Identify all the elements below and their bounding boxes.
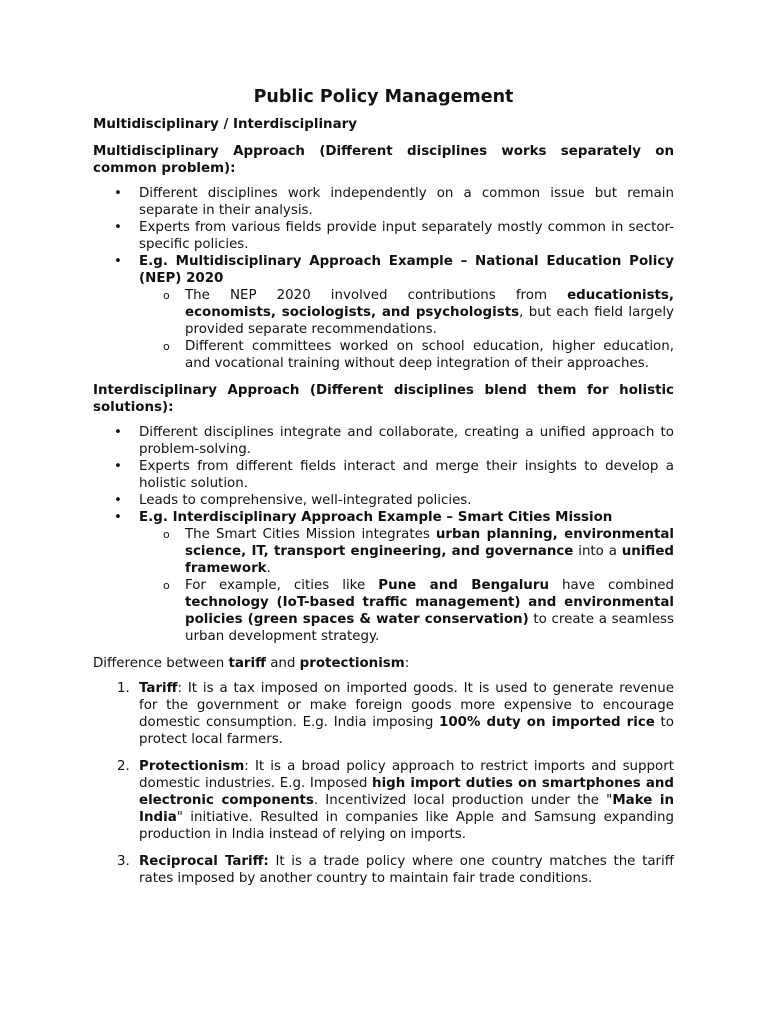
text-run: , but each field largely provided separate recommendations. [185,305,674,337]
bullet-icon: • [114,220,122,235]
text-run: . [266,561,271,576]
sub-bullet-icon: o [163,528,170,541]
text-run-bold: educationists, economists, sociologists, and psychologists [185,288,674,320]
list-item-text: Experts from different fields interact and merge their insights to develop a holistic solution. [139,459,674,491]
item-number: 3. [117,854,130,869]
text-run-bold: high import duties on smartphones and electronic components [139,776,674,808]
sub-bullet-icon: o [163,340,170,353]
document-body [93,86,674,897]
sub-bullet-icon: o [163,579,170,592]
text-run-bold: tariff [228,656,266,671]
term-label: Tariff [139,681,178,696]
list-item [93,424,674,458]
text-run: and [265,656,300,671]
numbered-item [93,758,674,843]
numbered-item [93,853,674,887]
text-run: Different committees worked on school education, higher education, and vocational training without deep integration of their approaches. [185,339,674,371]
text-run: Difference between [93,656,229,671]
bullet-icon: • [114,186,122,201]
interdisciplinary-example-list [139,526,674,645]
text-run-bold: Make in India [139,793,674,825]
sub-list-item [139,577,674,645]
section-subtitle: Multidisciplinary / Interdisciplinary [93,117,357,132]
text-run-bold: Pune and Bengaluru [378,578,549,593]
text-run: into a [573,544,622,559]
text-run: It is a trade policy where one country matches the tariff rates imposed by another country to maintain fair trade conditions. [139,854,674,886]
bullet-icon: • [114,425,122,440]
multidisciplinary-example-list [139,287,674,372]
list-item-text: Different disciplines integrate and collaborate, creating a unified approach to problem-solving. [139,425,674,457]
multidisciplinary-heading: Multidisciplinary Approach (Different disciplines works separately on common problem): [93,144,674,176]
list-item-text: Experts from various fields provide input separately mostly common in sector-specific policies. [139,220,674,252]
list-item [93,492,674,509]
example-heading: E.g. Multidisciplinary Approach Example – National Education Policy (NEP) 2020 [139,254,674,286]
item-number: 2. [117,759,130,774]
list-item-text: Different disciplines work independently on a common issue but remain separate in their analysis. [139,186,674,218]
list-item [93,509,674,645]
sub-bullet-icon: o [163,289,170,302]
page-title: Public Policy Management [253,87,514,107]
term-label: Reciprocal Tariff: [139,854,269,869]
text-run: The NEP 2020 involved contributions from [185,288,568,303]
bullet-icon: • [114,510,122,525]
list-item [93,219,674,253]
text-run: to create a seamless urban development strategy. [185,612,675,644]
item-number: 1. [117,681,130,696]
term-label: Protectionism [139,759,245,774]
text-run-bold: technology (IoT-based traffic management) and environmental policies (green spaces & water conservation) [185,595,674,627]
list-item [93,253,674,372]
text-run: have combined [548,578,674,593]
text-run: For example, cities like [185,578,379,593]
list-item-text: Leads to comprehensive, well-integrated policies. [139,493,472,508]
list-item [93,185,674,219]
sub-list-item [139,526,674,577]
text-run: : It is a tax imposed on imported goods. It is used to generate revenue for the government or make foreign goods more expensive to encourage domestic consumption. E.g. India imposing [139,681,674,730]
text-run-bold: protectionism [299,656,405,671]
difference-list [93,680,674,887]
text-run-bold: urban planning, environmental science, IT, transport engineering, and governance [185,527,674,559]
list-item [93,458,674,492]
bullet-icon: • [114,254,122,269]
text-run-bold: unified framework [185,544,674,576]
text-run: : [404,656,410,671]
sub-list-item [139,338,674,372]
difference-heading [93,655,674,672]
bullet-icon: • [114,493,122,508]
text-run: to protect local farmers. [139,715,674,747]
text-run: The Smart Cities Mission integrates [185,527,436,542]
multidisciplinary-list [93,185,674,372]
text-run: " initiative. Resulted in companies like Apple and Samsung expanding production in India instead of relying on imports. [139,810,674,842]
text-run-bold: 100% duty on imported rice [439,715,655,730]
numbered-item [93,680,674,748]
bullet-icon: • [114,459,122,474]
text-run: : It is a broad policy approach to restrict imports and support domestic industries. E.g. Imposed [139,759,674,791]
text-run: . Incentivized local production under the " [313,793,613,808]
sub-list-item [139,287,674,338]
interdisciplinary-heading: Interdisciplinary Approach (Different disciplines blend them for holistic solutions): [93,383,674,415]
example-heading: E.g. Interdisciplinary Approach Example – Smart Cities Mission [139,510,613,525]
interdisciplinary-list [93,424,674,645]
